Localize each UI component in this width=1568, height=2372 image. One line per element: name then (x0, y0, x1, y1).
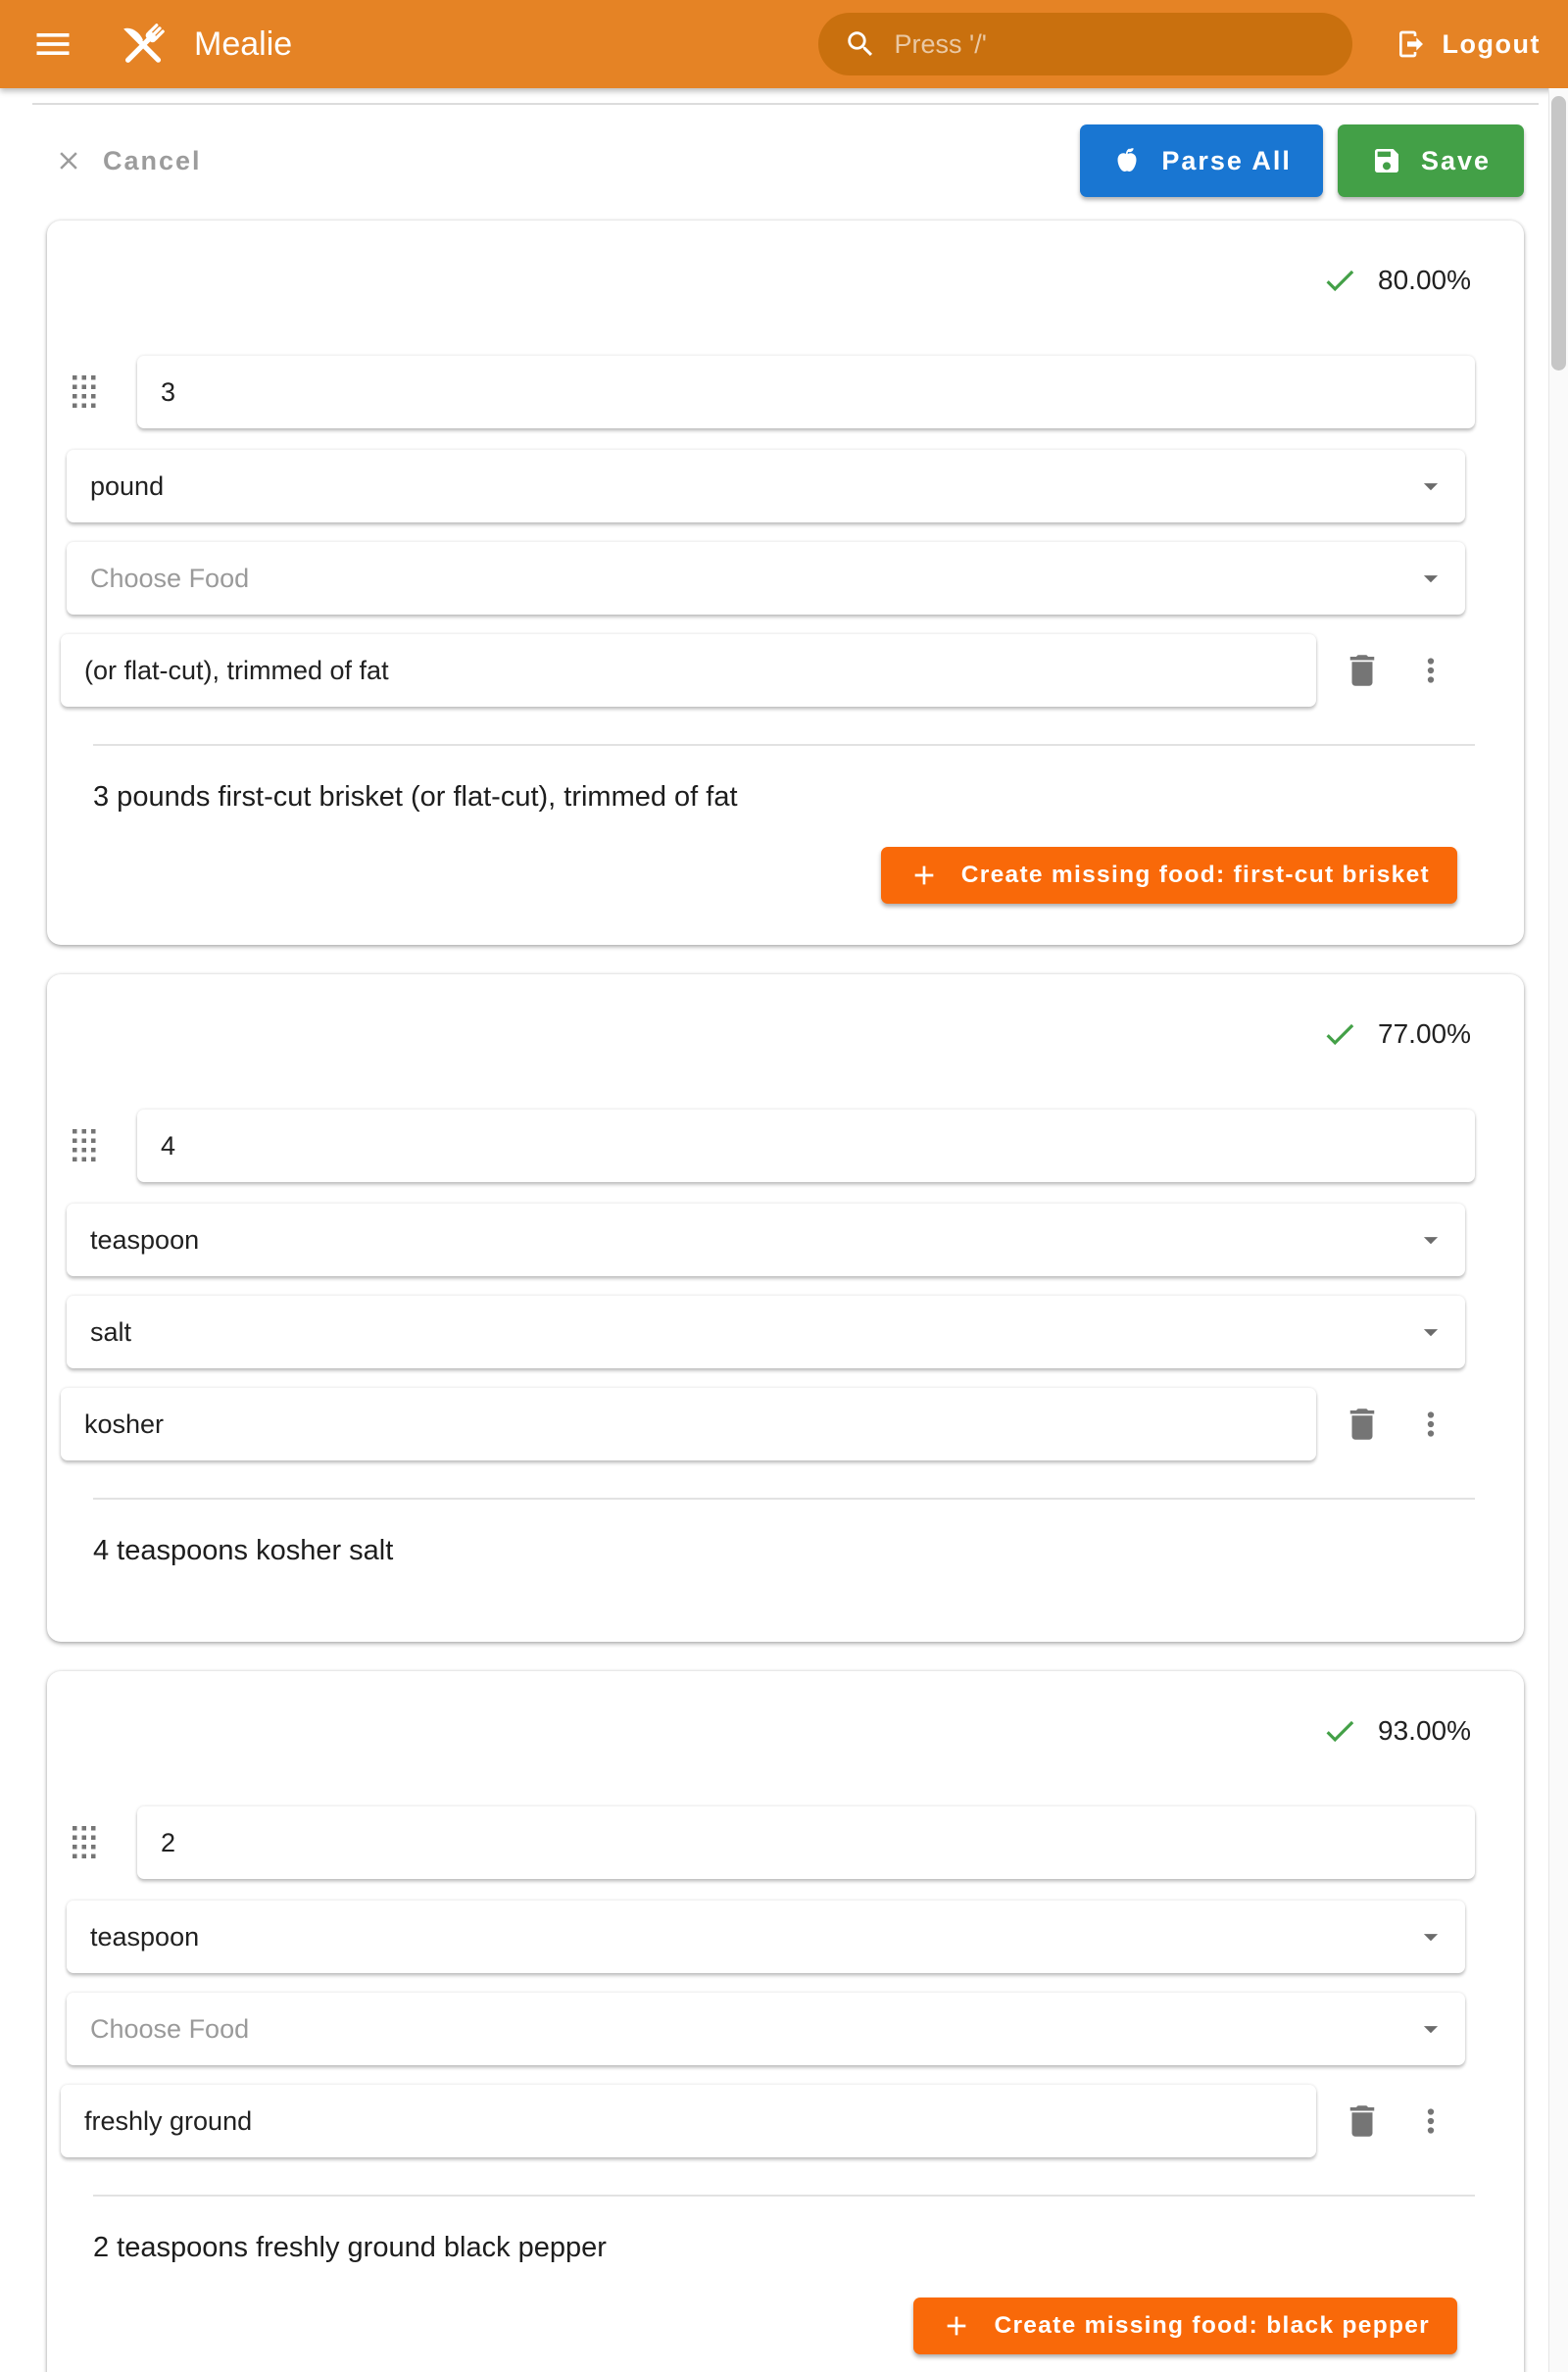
mealie-logo-icon[interactable] (114, 15, 172, 74)
confidence-value: 93.00% (1378, 1715, 1471, 1746)
unit-select-value: teaspoon (90, 1921, 200, 1952)
note-input[interactable] (61, 634, 1316, 707)
confidence-value: 77.00% (1378, 1018, 1471, 1049)
more-options-button[interactable] (1412, 652, 1449, 689)
logout-button[interactable] (1396, 28, 1541, 60)
create-missing-food-label: Create missing food: first-cut brisket (960, 862, 1430, 888)
quantity-input[interactable] (137, 1110, 1475, 1182)
save-label: Save (1420, 145, 1491, 175)
parse-all-button[interactable] (1080, 124, 1323, 197)
scrollbar-thumb[interactable] (1551, 96, 1566, 371)
card-divider (93, 744, 1475, 746)
delete-button[interactable] (1342, 650, 1383, 691)
create-missing-food-label: Create missing food: black pepper (994, 2312, 1430, 2339)
drag-handle-icon[interactable] (61, 375, 108, 410)
ingredient-card (47, 974, 1524, 1642)
ingredient-card (47, 1671, 1524, 2372)
check-icon (1321, 262, 1358, 299)
check-icon (1321, 1015, 1358, 1053)
search-input[interactable] (818, 13, 1352, 75)
plus-icon (941, 2310, 972, 2342)
cancel-button[interactable] (54, 146, 202, 176)
chevron-down-icon (1414, 1920, 1447, 1953)
logout-label: Logout (1442, 28, 1541, 59)
unit-select-value: pound (90, 470, 165, 501)
food-select-value: salt (90, 1316, 132, 1347)
app-header (0, 0, 1568, 88)
unit-select[interactable] (67, 1204, 1465, 1276)
cancel-label: Cancel (103, 145, 202, 175)
unit-select[interactable] (67, 1901, 1465, 1973)
original-ingredient-text: 4 teaspoons kosher salt (93, 1535, 394, 1566)
logout-icon (1396, 28, 1427, 60)
search-placeholder: Press '/' (894, 28, 987, 59)
original-ingredient-text: 3 pounds first-cut brisket (or flat-cut), trimmed of fat (93, 781, 738, 813)
create-food-row (61, 2298, 1475, 2354)
ingredient-list (32, 221, 1539, 2372)
unit-select-value: teaspoon (90, 1224, 200, 1255)
create-food-row (61, 847, 1475, 904)
unit-select[interactable] (67, 450, 1465, 522)
food-select-value: Choose Food (90, 563, 250, 593)
chevron-down-icon (1414, 1223, 1447, 1257)
actions-row (32, 124, 1539, 197)
hamburger-menu-icon[interactable] (31, 23, 74, 66)
plus-icon (908, 860, 940, 891)
toolbar-divider (32, 103, 1539, 105)
food-select[interactable] (67, 542, 1465, 615)
more-options-button[interactable] (1412, 1406, 1449, 1443)
apple-icon (1111, 145, 1143, 176)
card-divider (93, 1498, 1475, 1500)
original-ingredient-text: 2 teaspoons freshly ground black pepper (93, 2232, 607, 2263)
quantity-input[interactable] (137, 1806, 1475, 1879)
ingredient-card (47, 221, 1524, 945)
create-missing-food-button[interactable] (913, 2298, 1457, 2354)
create-missing-food-button[interactable] (881, 847, 1457, 904)
parse-all-label: Parse All (1161, 145, 1292, 175)
app-title: Mealie (194, 25, 293, 63)
more-options-button[interactable] (1412, 2102, 1449, 2140)
card-divider (93, 2195, 1475, 2197)
drag-handle-icon[interactable] (61, 1826, 108, 1860)
drag-handle-icon[interactable] (61, 1129, 108, 1163)
food-select-value: Choose Food (90, 2013, 250, 2044)
quantity-input[interactable] (137, 356, 1475, 428)
save-button[interactable] (1338, 124, 1524, 197)
check-icon (1321, 1712, 1358, 1750)
note-input[interactable] (61, 1388, 1316, 1460)
chevron-down-icon (1414, 1315, 1447, 1349)
scrollbar[interactable] (1548, 88, 1568, 2372)
chevron-down-icon (1414, 562, 1447, 595)
chevron-down-icon (1414, 469, 1447, 503)
delete-button[interactable] (1342, 2100, 1383, 2142)
food-select[interactable] (67, 1993, 1465, 2065)
close-icon (54, 146, 83, 175)
delete-button[interactable] (1342, 1404, 1383, 1445)
confidence-value: 80.00% (1378, 265, 1471, 295)
search-icon (844, 27, 877, 61)
save-icon (1371, 145, 1402, 176)
chevron-down-icon (1414, 2012, 1447, 2046)
note-input[interactable] (61, 2085, 1316, 2157)
food-select[interactable] (67, 1296, 1465, 1368)
